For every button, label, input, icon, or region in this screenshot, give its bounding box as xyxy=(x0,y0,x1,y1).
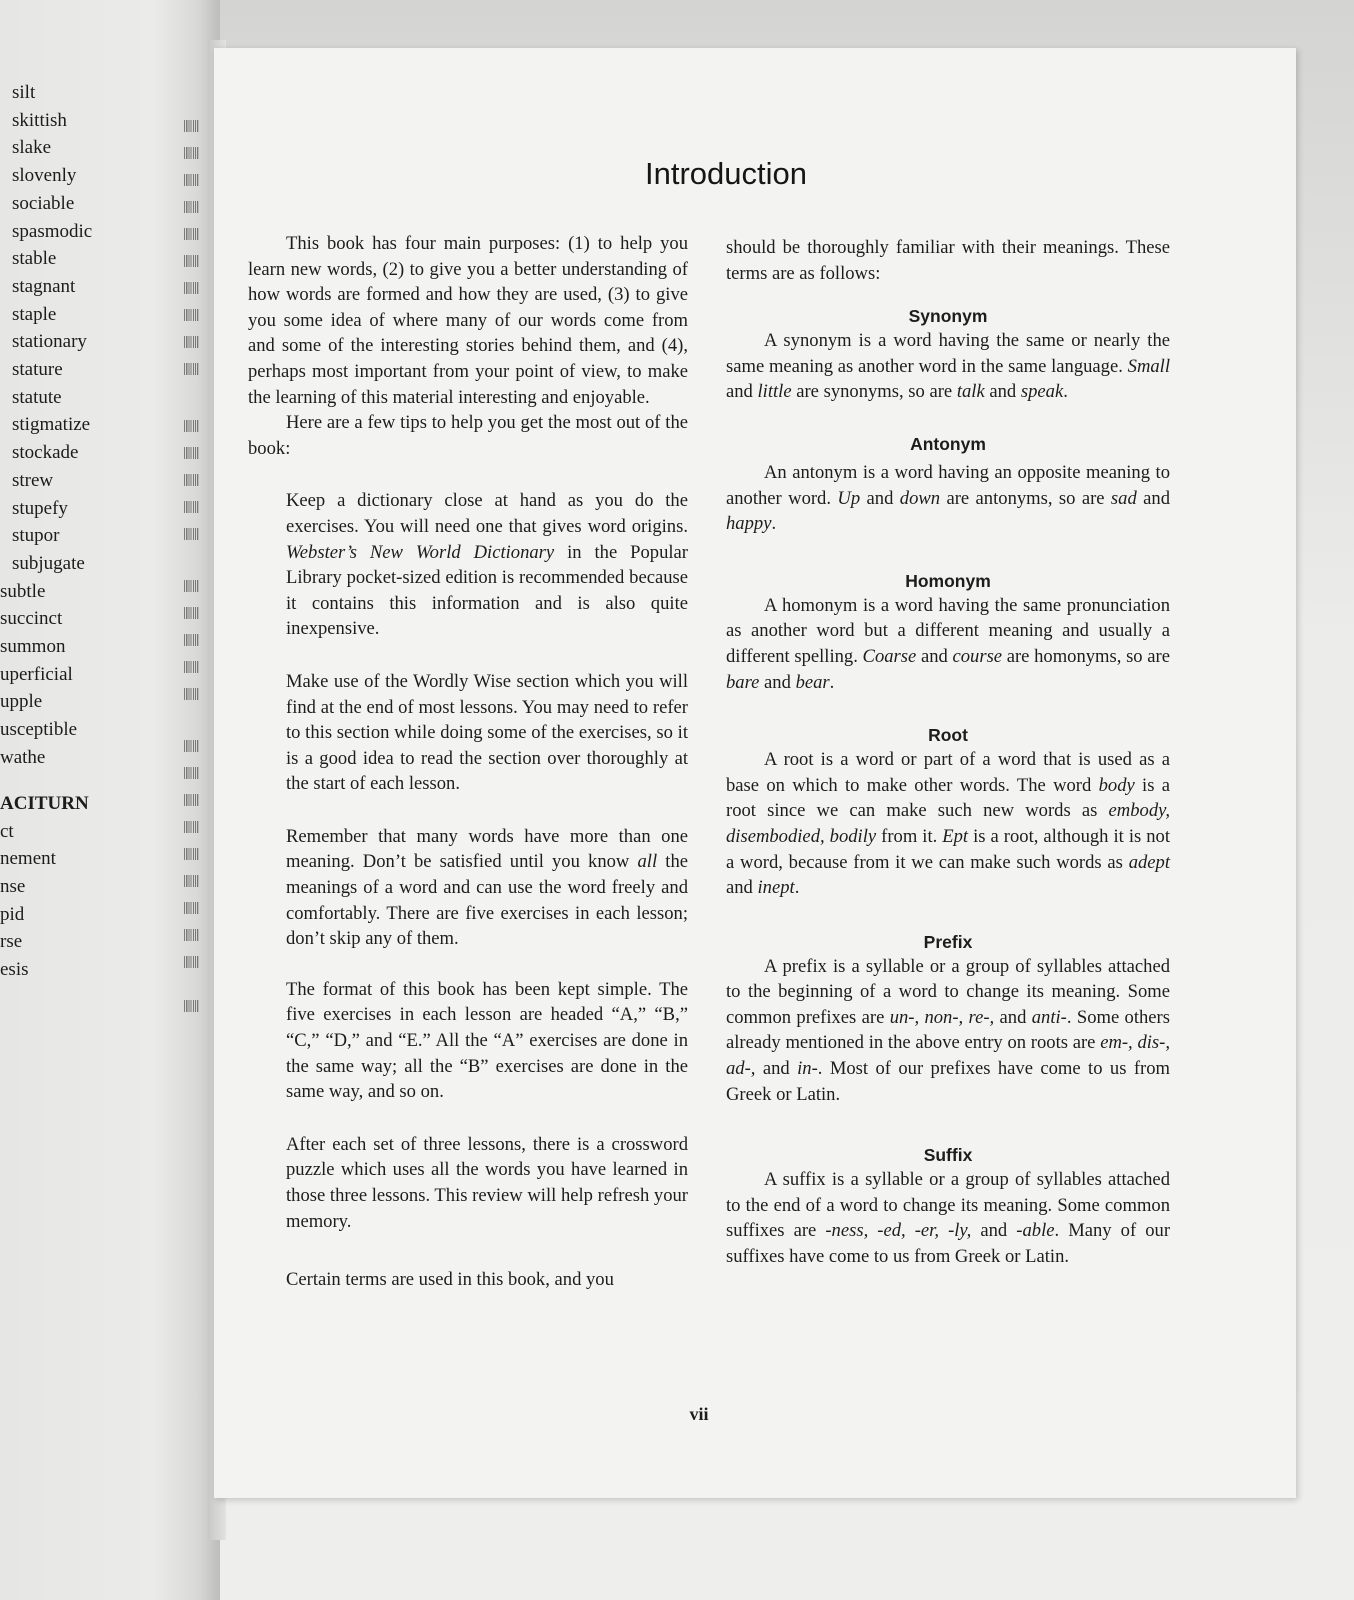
left-page-compressed-text xyxy=(184,474,198,486)
left-page-compressed-text xyxy=(184,688,198,700)
left-page-word: statute xyxy=(12,386,62,408)
paragraph-terms: Certain terms are used in this book, and you xyxy=(286,1269,614,1291)
left-page-compressed-text xyxy=(184,309,198,321)
left-page-word: succinct xyxy=(0,608,63,630)
tip-meanings: Remember that many words have more than one meaning. Don’t be satisfied until you know all the meanings of a word and can use the word freely and comfortably. There are five exercises in each lesson; don’t skip any of them. xyxy=(286,825,688,950)
left-page-word: stigmatize xyxy=(12,414,91,436)
left-page-word: subtle xyxy=(0,580,46,602)
left-page-section-head: ACITURN xyxy=(0,792,89,814)
tip-format: The format of this book has been kept simple. The five exercises in each lesson are headed “A,” “B,” “C,” “D,” and “E.” All the “A” exercises are done in the same way; all the “B” exercises are done in the same way, and so on. xyxy=(286,978,688,1103)
left-page-compressed-text xyxy=(184,501,198,513)
left-page-compressed-text xyxy=(184,794,198,806)
definition-suffix: A suffix is a syllable or a group of syllables attached to the end of a word to change its meaning. Some common suffixes are -ness, -ed, -er, -ly, and -able. Many of our suffixes have come to us from Greek or Latin. xyxy=(726,1169,1171,1268)
left-page-word: ct xyxy=(0,820,14,842)
right-page xyxy=(214,48,1296,1498)
left-page-compressed-text xyxy=(184,147,198,159)
left-page-compressed-text xyxy=(184,201,198,213)
left-page-compressed-text xyxy=(184,767,198,779)
left-page-compressed-text xyxy=(184,875,198,887)
left-facing-page xyxy=(0,0,220,1600)
left-page-compressed-text xyxy=(184,1000,198,1012)
left-page-word: wathe xyxy=(0,746,46,768)
paragraph-terms-continued: should be thoroughly familiar with their meanings. These terms are as follows: xyxy=(726,237,1170,284)
left-page-word: subjugate xyxy=(12,552,85,574)
definition-antonym: An antonym is a word having an opposite meaning to another word. Up and down are antonyms, so are sad and happy. xyxy=(726,461,1171,535)
definition-root: A root is a word or part of a word that is used as a base on which to make other words. The word body is a root since we can make such new words as embody, disembodied, bodily from it. Ept is a root, although it is not a word, because from it we can make such words as adept and inept. xyxy=(726,749,1171,899)
left-page-word: stationary xyxy=(12,331,87,353)
left-page-compressed-text xyxy=(184,740,198,752)
left-page-compressed-text xyxy=(184,174,198,186)
paragraph-purposes: This book has four main purposes: (1) to help you learn new words, (2) to give you a better understanding of how words are formed and how they are used, (3) to give you some idea of where many of our words come from and some of the interesting stories behind them, and (4), perhaps most important from your point of view, to make the learning of this material interesting and enjoyable. xyxy=(248,233,688,408)
page-title: Introduction xyxy=(645,156,807,191)
left-page-compressed-text xyxy=(184,607,198,619)
left-page-word: sociable xyxy=(12,192,75,214)
left-page-word: stagnant xyxy=(12,275,76,297)
left-page-word: stupefy xyxy=(12,497,68,519)
heading-synonym: Synonym xyxy=(908,306,988,327)
definition-synonym: A synonym is a word having the same or nearly the same meaning as another word in the same language. Small and little are synonyms, so are talk and speak. xyxy=(726,330,1170,403)
left-page-word: stature xyxy=(12,359,63,380)
left-page-word: spasmodic xyxy=(12,220,93,242)
left-page-compressed-text xyxy=(184,661,198,673)
left-page-compressed-text xyxy=(184,956,198,968)
tip-wordly-wise: Make use of the Wordly Wise section which you will find at the end of most lessons. You may need to refer to this section while doing some of the exercises, so it is a good idea to read the section over thoroughly at the start of each lesson. xyxy=(286,670,688,795)
heading-homonym: Homonym xyxy=(905,570,991,591)
definition-prefix: A prefix is a syllable or a group of syllables attached to the beginning of a word to change its meaning. Some common prefixes are un-, non-, re-, and anti-. Some others already mentioned in the above entry on roots are em-, dis-, ad-, and in-. Most of our prefixes have come to us from Greek or Latin. xyxy=(726,955,1170,1105)
left-page-word: uperficial xyxy=(0,663,73,685)
left-page-compressed-text xyxy=(184,420,198,432)
left-page-compressed-text xyxy=(184,580,198,592)
left-page-compressed-text xyxy=(184,228,198,240)
left-page-word: summon xyxy=(0,636,66,657)
left-page-word: esis xyxy=(0,959,29,980)
heading-root: Root xyxy=(928,725,968,746)
left-column xyxy=(248,231,688,1293)
page-number: vii xyxy=(689,1404,709,1424)
left-page-word: nement xyxy=(0,848,56,870)
left-page-compressed-text xyxy=(184,634,198,646)
left-page-word: staple xyxy=(12,303,57,325)
left-page-word: usceptible xyxy=(0,719,78,741)
paragraph-tips-intro: Here are a few tips to help you get the most out of the book: xyxy=(248,412,688,459)
left-page-word: pid xyxy=(0,903,25,925)
left-page-compressed-text xyxy=(184,821,198,833)
tip-dictionary: Keep a dictionary close at hand as you do the exercises. You will need one that gives word origins. Webster’s New World Dictionary in the Popular Library pocket-sized edition is recommended because it contains this information and is also quite inexpensive. xyxy=(286,490,688,640)
heading-antonym: Antonym xyxy=(910,433,986,454)
left-page-word: slovenly xyxy=(12,165,77,187)
left-page-compressed-text xyxy=(184,363,198,375)
right-column xyxy=(726,235,1170,1270)
left-page-compressed-text xyxy=(184,120,198,132)
left-page-compressed-text xyxy=(184,902,198,914)
left-page-compressed-text xyxy=(184,336,198,348)
left-page-word: skittish xyxy=(12,109,67,131)
left-page-word: silt xyxy=(12,82,36,103)
left-page-word: stockade xyxy=(12,442,79,464)
left-page-compressed-text xyxy=(184,929,198,941)
left-page-word: stable xyxy=(12,248,57,270)
heading-prefix: Prefix xyxy=(923,931,973,952)
tip-crossword: After each set of three lessons, there is a crossword puzzle which uses all the words you have learned in those three lessons. This review will help refresh your memory. xyxy=(286,1133,688,1232)
left-page-word: rse xyxy=(0,931,23,953)
left-page-compressed-text xyxy=(184,282,198,294)
left-page-compressed-text xyxy=(184,447,198,459)
left-page-word: stupor xyxy=(12,525,60,547)
left-page-word: nse xyxy=(0,875,26,897)
definition-homonym: A homonym is a word having the same pronunciation as another word but a different meaning and usually a different spelling. Coarse and course are homonyms, so are bare and bear. xyxy=(726,594,1170,693)
left-page-compressed-text xyxy=(184,255,198,267)
heading-suffix: Suffix xyxy=(923,1145,973,1166)
left-page-compressed-text xyxy=(184,848,198,860)
left-page-word: strew xyxy=(12,469,54,491)
left-page-compressed-text xyxy=(184,528,198,540)
left-page-word: upple xyxy=(0,691,43,713)
left-page-word: slake xyxy=(12,137,52,159)
